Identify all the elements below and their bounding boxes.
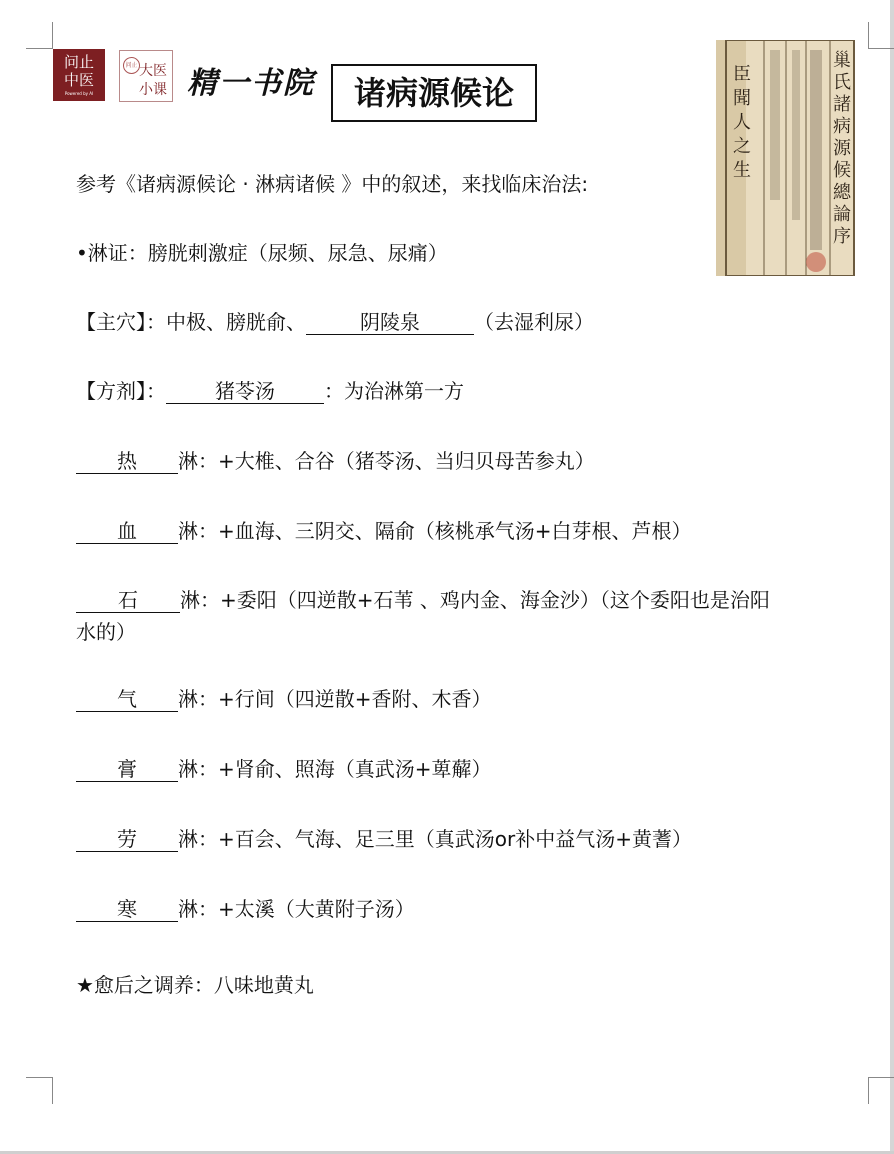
type-description: 淋：+百会、气海、足三里（真武汤or补中益气汤+黄蓍）	[178, 827, 692, 851]
logo-text: 中医	[63, 71, 94, 89]
logo-text: 小课	[139, 82, 167, 98]
formula-suffix: ：为治淋第一方	[324, 379, 464, 403]
fill-blank-answer: 阴陵泉	[306, 310, 474, 335]
list-item	[76, 823, 692, 852]
list-item	[76, 584, 770, 613]
fill-blank-answer: 血	[76, 519, 178, 544]
logo-seal: 问止	[123, 57, 140, 74]
formula-line	[76, 375, 464, 404]
wenzhi-logo	[53, 49, 105, 101]
main-points-label: 【主穴】：中极、膀胱俞、	[76, 310, 306, 334]
list-item	[76, 753, 492, 782]
recovery-text: ★愈后之调养：八味地黄丸	[76, 973, 314, 997]
type-description: 淋：+太溪（大黄附子汤）	[178, 897, 415, 921]
fill-blank-answer: 猪苓汤	[166, 379, 324, 404]
type-description-continuation: 水的）	[76, 620, 136, 644]
fill-blank-answer: 石	[76, 588, 180, 613]
fill-blank-answer: 热	[76, 449, 178, 474]
type-description: 淋：+委阳（四逆散+石苇 、鸡内金、海金沙）（这个委阳也是治阳	[180, 588, 770, 612]
daxiao-logo	[119, 50, 173, 102]
margin-corner-bottom-right	[868, 1077, 894, 1104]
main-points-line	[76, 306, 594, 335]
fill-blank-answer: 寒	[76, 897, 178, 922]
list-item	[76, 445, 595, 474]
syndrome-text: •淋证：膀胱刺激症（尿频、尿急、尿痛）	[76, 241, 448, 265]
margin-corner-top-right	[868, 22, 894, 49]
main-points-suffix: （去湿利尿）	[474, 310, 594, 334]
margin-corner-top-left	[26, 22, 53, 49]
list-item	[76, 683, 492, 712]
type-description: 淋：+肾俞、照海（真武汤+萆薢）	[178, 757, 492, 781]
list-item	[76, 515, 692, 544]
logo-subtext: Powered by AI	[64, 91, 94, 96]
fill-blank-answer: 气	[76, 687, 178, 712]
intro-text: 参考《诸病源候论 · 淋病诸候 》中的叙述，来找临床治法:	[76, 172, 589, 196]
formula-label: 【方剂】：	[76, 379, 166, 403]
document-title: 诸病源候论	[331, 64, 537, 122]
type-description: 淋：+行间（四逆散+香附、木香）	[178, 687, 492, 711]
calligraphy-logo: 精一书院	[187, 66, 315, 101]
svg-text:臣聞人之生: 臣聞人之生	[733, 64, 751, 181]
ancient-book-image	[716, 40, 856, 276]
page-edge	[890, 0, 894, 1154]
margin-corner-bottom-left	[26, 1077, 53, 1104]
type-description: 淋：+血海、三阴交、隔俞（核桃承气汤+白芽根、芦根）	[178, 519, 692, 543]
list-item	[76, 893, 415, 922]
fill-blank-answer: 膏	[76, 757, 178, 782]
logo-text: 问止	[63, 53, 94, 71]
book-text: 巢氏諸病源候總論序	[833, 50, 851, 247]
logo-text: 大医	[139, 63, 167, 79]
fill-blank-answer: 劳	[76, 827, 178, 852]
type-description: 淋：+大椎、合谷（猪苓汤、当归贝母苦参丸）	[178, 449, 595, 473]
